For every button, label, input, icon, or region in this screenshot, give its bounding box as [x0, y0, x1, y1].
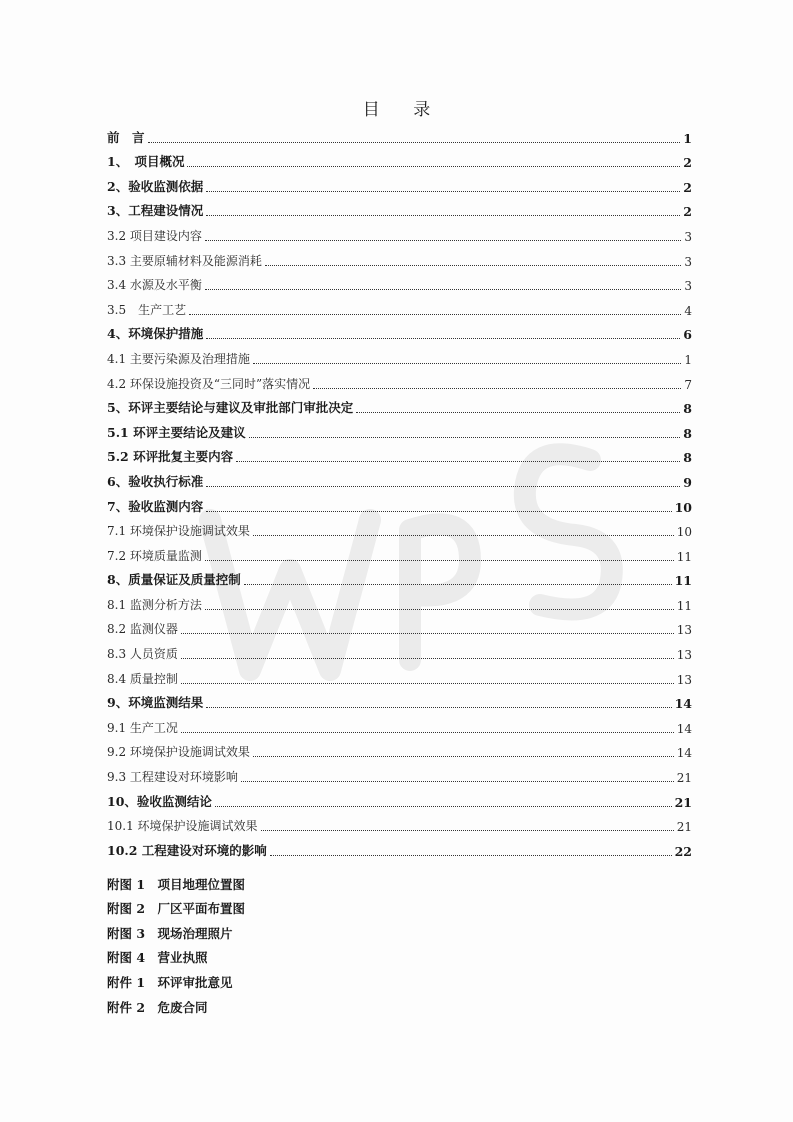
toc-entry[interactable]	[107, 614, 692, 639]
toc-entry-page-number: 8	[683, 425, 692, 441]
toc-dot-leader	[215, 806, 672, 807]
toc-entry-page-number: 2	[683, 204, 692, 220]
toc-entry[interactable]	[107, 147, 692, 172]
toc-entry-label: 3.4 水源及水平衡	[107, 278, 202, 293]
toc-entry[interactable]	[107, 663, 692, 688]
toc-entry-label: 7、验收监测内容	[107, 498, 204, 514]
toc-dot-leader	[205, 240, 681, 241]
toc-dot-leader	[270, 855, 672, 856]
toc-dot-leader	[206, 707, 671, 708]
toc-entry-page-number: 21	[676, 820, 692, 835]
toc-entry-page-number: 11	[676, 598, 692, 613]
toc-entry[interactable]	[107, 811, 692, 836]
toc-dot-leader	[206, 338, 680, 339]
toc-entry-label: 4.1 主要污染源及治理措施	[107, 351, 250, 366]
toc-entry[interactable]	[107, 245, 692, 270]
toc-entry[interactable]	[107, 712, 692, 737]
toc-entry-label: 7.2 环境质量监测	[107, 548, 202, 563]
toc-entry-page-number: 11	[676, 549, 692, 564]
toc-entry-label: 9.3 工程建设对环境影响	[107, 770, 238, 785]
toc-entry-page-number: 13	[676, 648, 692, 663]
toc-dot-leader	[187, 166, 680, 167]
toc-entry[interactable]	[107, 835, 692, 860]
toc-entry[interactable]	[107, 786, 692, 811]
toc-dot-leader	[189, 314, 681, 315]
toc-entry-page-number: 1	[683, 130, 692, 146]
toc-entry-page-number: 9	[683, 474, 692, 490]
toc-entry[interactable]	[107, 196, 692, 221]
toc-entry-page-number: 13	[676, 672, 692, 687]
toc-entry[interactable]	[107, 688, 692, 713]
toc-entry-label: 3.5 生产工艺	[107, 302, 187, 317]
toc-entry-label: 4.2 环保设施投资及“三同时”落实情况	[107, 376, 311, 391]
toc-entry[interactable]	[107, 466, 692, 491]
toc-dot-leader	[181, 658, 674, 659]
toc-entry[interactable]	[107, 343, 692, 368]
toc-entry[interactable]	[107, 589, 692, 614]
toc-entry-page-number: 21	[674, 794, 692, 810]
toc-entry-label: 2、验收监测依据	[107, 178, 204, 194]
toc-entry[interactable]	[107, 270, 692, 295]
toc-entry-page-number: 1	[684, 352, 692, 367]
toc-entry[interactable]	[107, 368, 692, 393]
toc-entry-page-number: 6	[683, 327, 692, 343]
toc-entry-page-number: 3	[684, 279, 692, 294]
toc-entry[interactable]	[107, 393, 692, 418]
toc-entry-label: 10.2 工程建设对环境的影响	[107, 842, 267, 858]
toc-entry-page-number: 11	[674, 573, 692, 589]
toc-dot-leader	[205, 289, 681, 290]
toc-entry-page-number: 8	[683, 450, 692, 466]
toc-entry-page-number: 14	[674, 696, 692, 712]
toc-dot-leader	[253, 756, 674, 757]
toc-dot-leader	[181, 683, 674, 684]
toc-dot-leader	[148, 142, 681, 143]
toc-entry[interactable]	[107, 319, 692, 344]
toc-entry[interactable]	[107, 565, 692, 590]
toc-entry-label: 8.2 监测仪器	[107, 622, 178, 637]
toc-entry-label: 9.2 环境保护设施调试效果	[107, 745, 250, 760]
appendix-entry: 附图 2 厂区平面布置图	[107, 901, 246, 917]
toc-entry-label: 7.1 环境保护设施调试效果	[107, 524, 250, 539]
toc-entry-label: 前 言	[107, 129, 145, 145]
toc-entry[interactable]	[107, 761, 692, 786]
toc-entry-page-number: 14	[676, 746, 692, 761]
toc-entry-page-number: 4	[684, 303, 692, 318]
toc-dot-leader	[261, 830, 674, 831]
toc-dot-leader	[253, 363, 681, 364]
toc-entry[interactable]	[107, 491, 692, 516]
toc-dot-leader	[241, 781, 674, 782]
toc-dot-leader	[205, 560, 674, 561]
toc-entry-label: 4、环境保护措施	[107, 326, 204, 342]
toc-entry-page-number: 22	[674, 843, 692, 859]
appendix-entry: 附图 1 项目地理位置图	[107, 876, 246, 892]
appendix-entry: 附图 4 营业执照	[107, 950, 208, 966]
toc-entry[interactable]	[107, 171, 692, 196]
appendix-entry: 附图 3 现场治理照片	[107, 925, 233, 941]
toc-entry[interactable]	[107, 417, 692, 442]
toc-dot-leader	[206, 215, 680, 216]
toc-entry[interactable]	[107, 122, 692, 147]
toc-dot-leader	[244, 584, 672, 585]
toc-entry-label: 10、验收监测结论	[107, 793, 212, 809]
toc-entry-label: 3.2 项目建设内容	[107, 228, 202, 243]
toc-entry-page-number: 13	[676, 623, 692, 638]
toc-entry-label: 5.1 环评主要结论及建议	[107, 424, 246, 440]
toc-entry-label: 1、 项目概况	[107, 154, 185, 170]
toc-dot-leader	[206, 486, 680, 487]
toc-entry-label: 5、环评主要结论与建议及审批部门审批决定	[107, 400, 354, 416]
toc-entry-page-number: 3	[684, 254, 692, 269]
toc-entry-page-number: 3	[684, 229, 692, 244]
toc-dot-leader	[313, 388, 681, 389]
toc-entry-label: 8.4 质量控制	[107, 671, 178, 686]
appendix-entry: 附件 1 环评审批意见	[107, 974, 233, 990]
toc-entry-page-number: 10	[674, 499, 692, 515]
toc-entry-page-number: 2	[683, 179, 692, 195]
toc-entry-page-number: 7	[684, 377, 692, 392]
toc-entry-label: 10.1 环境保护设施调试效果	[107, 819, 258, 834]
toc-dot-leader	[249, 437, 681, 438]
toc-entry[interactable]	[107, 516, 692, 541]
toc-entry-label: 3.3 主要原辅材料及能源消耗	[107, 253, 262, 268]
toc-dot-leader	[206, 191, 680, 192]
toc-entry-page-number: 21	[676, 771, 692, 786]
toc-dot-leader	[181, 732, 674, 733]
toc-dot-leader	[236, 461, 680, 462]
toc-dot-leader	[206, 511, 671, 512]
toc-entry[interactable]	[107, 737, 692, 762]
toc-entry-page-number: 8	[683, 401, 692, 417]
toc-entry[interactable]	[107, 220, 692, 245]
toc-dot-leader	[253, 535, 674, 536]
toc-entry-label: 9.1 生产工况	[107, 720, 178, 735]
toc-entry[interactable]	[107, 638, 692, 663]
toc-entry-page-number: 2	[683, 155, 692, 171]
toc-entry-label: 8.1 监测分析方法	[107, 597, 202, 612]
toc-entry-label: 9、环境监测结果	[107, 695, 204, 711]
toc-entry-page-number: 10	[676, 525, 692, 540]
toc-dot-leader	[181, 633, 674, 634]
toc-entry[interactable]	[107, 294, 692, 319]
toc-entry-label: 6、验收执行标准	[107, 473, 204, 489]
toc-entry-label: 8、质量保证及质量控制	[107, 572, 241, 588]
toc-entry-label: 5.2 环评批复主要内容	[107, 449, 234, 465]
toc-list	[107, 122, 692, 860]
toc-entry-label: 8.3 人员资质	[107, 647, 178, 662]
toc-entry[interactable]	[107, 442, 692, 467]
toc-dot-leader	[265, 265, 681, 266]
toc-dot-leader	[205, 609, 674, 610]
appendix-list	[107, 868, 692, 1016]
appendix-entry: 附件 2 危废合同	[107, 999, 208, 1015]
toc-entry[interactable]	[107, 540, 692, 565]
toc-entry-label: 3、工程建设情况	[107, 203, 204, 219]
toc-dot-leader	[356, 412, 680, 413]
toc-entry-page-number: 14	[676, 721, 692, 736]
toc-title: 目 录	[362, 100, 445, 120]
